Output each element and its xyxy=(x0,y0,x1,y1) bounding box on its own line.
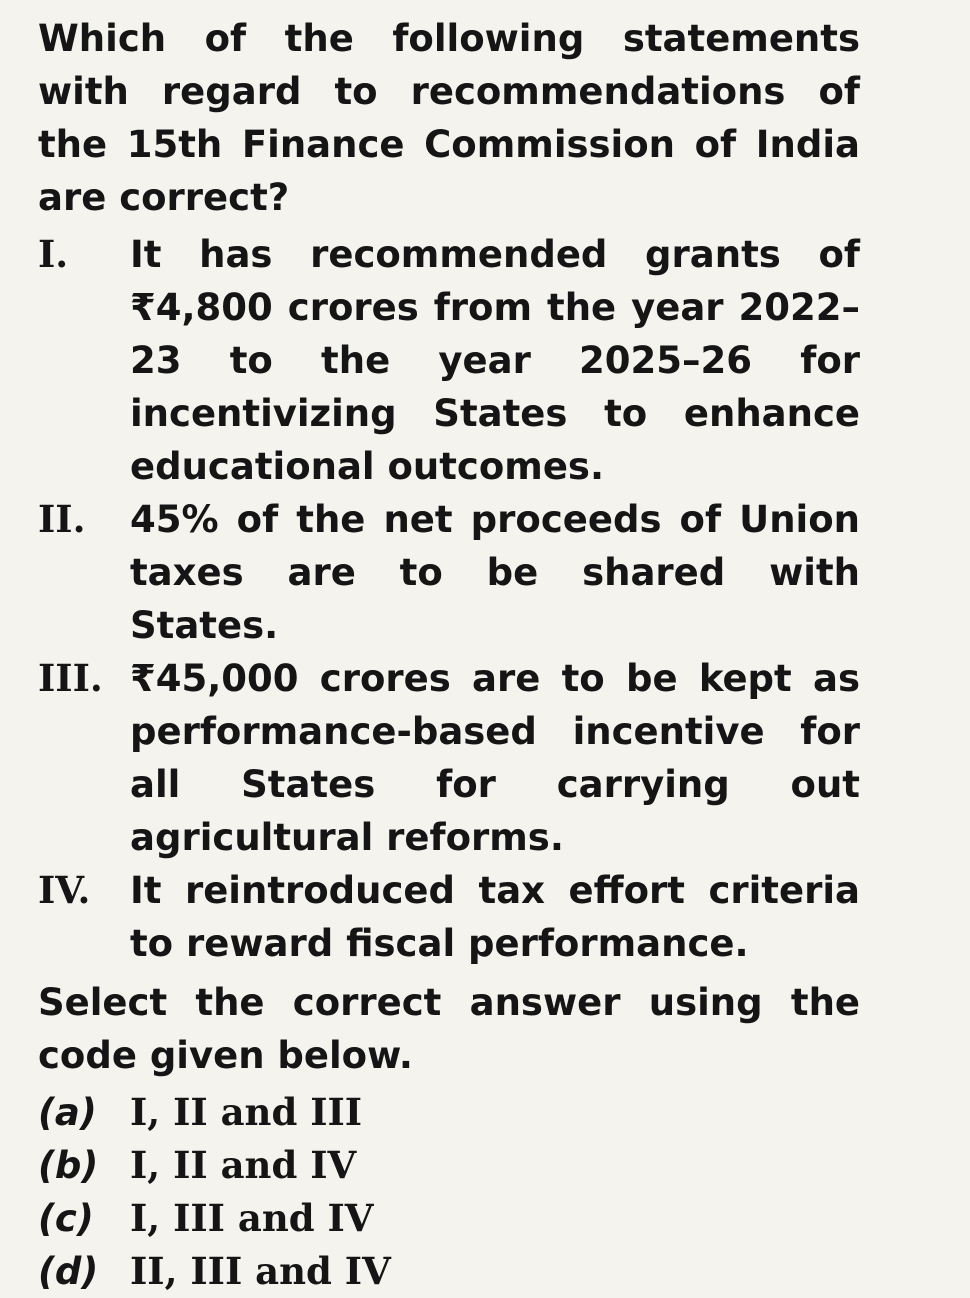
option-label: (c) xyxy=(38,1197,94,1240)
option-label: (b) xyxy=(38,1144,99,1187)
option-label: (d) xyxy=(38,1250,99,1293)
statement-text: 45% of the net proceeds of Union taxes are to be shared with States. xyxy=(130,498,860,647)
statement-2 xyxy=(38,493,860,652)
option-text: I, II and III xyxy=(130,1090,363,1134)
option-c[interactable] xyxy=(38,1192,860,1245)
statement-text: It has recommended grants of ₹4,800 crores from the year 2022–23 to the year 2025–26 for incentivizing States to enhance educational outcomes. xyxy=(130,233,860,488)
options-list xyxy=(38,1086,860,1298)
statement-3 xyxy=(38,652,860,864)
statement-number: II. xyxy=(38,497,86,541)
option-d[interactable] xyxy=(38,1245,860,1298)
option-b[interactable] xyxy=(38,1139,860,1192)
option-text: I, II and IV xyxy=(130,1143,357,1187)
instruction-text: Select the correct answer using the code given below. xyxy=(38,981,860,1077)
statements-list xyxy=(38,228,860,970)
statement-4 xyxy=(38,864,860,970)
option-text: II, III and IV xyxy=(130,1249,391,1293)
statement-text: It reintroduced tax effort criteria to reward fiscal performance. xyxy=(130,869,860,965)
option-a[interactable] xyxy=(38,1086,860,1139)
question-text: Which of the following statements with regard to recommendations of the 15th Finance Commission of India are correct? xyxy=(38,17,860,219)
option-label: (a) xyxy=(38,1091,97,1134)
statement-number: IV. xyxy=(38,868,91,912)
statement-text: ₹45,000 crores are to be kept as performance-based incentive for all States for carrying out agricultural reforms. xyxy=(130,657,860,859)
statement-number: I. xyxy=(38,232,69,276)
statement-number: III. xyxy=(38,656,103,700)
option-text: I, III and IV xyxy=(130,1196,374,1240)
statement-1 xyxy=(38,228,860,493)
